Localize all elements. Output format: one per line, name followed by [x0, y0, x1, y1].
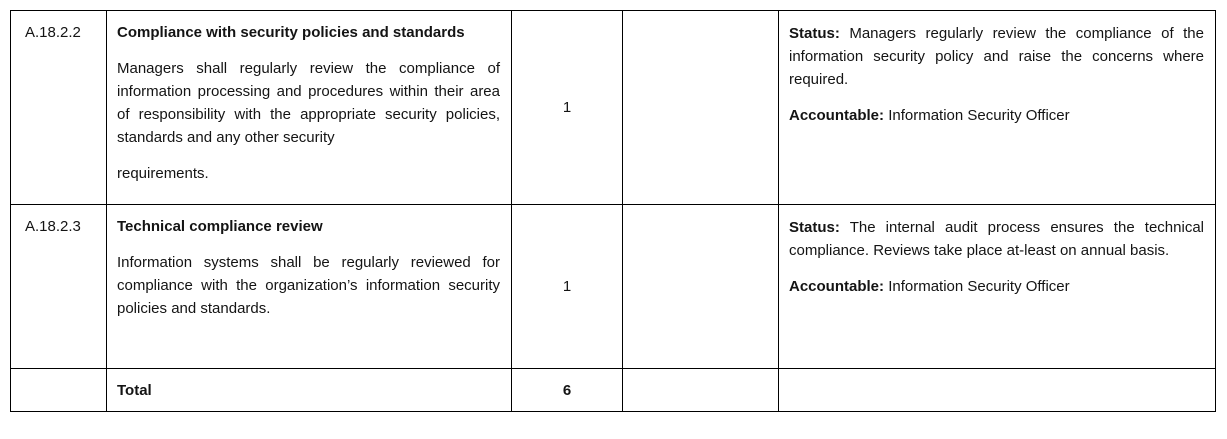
control-count: 1 [562, 99, 572, 116]
control-count-cell [512, 205, 623, 369]
empty-id-cell [11, 369, 107, 412]
control-description-continued: requirements. [117, 165, 209, 182]
accountable-label: Accountable: [789, 107, 885, 124]
status-paragraph [789, 216, 1204, 262]
control-title: Technical compliance review [117, 218, 323, 235]
empty-cell [623, 369, 779, 412]
control-description-cell [107, 205, 512, 369]
empty-cell [623, 11, 779, 205]
total-count-cell [512, 369, 623, 412]
accountable-paragraph [789, 104, 1204, 127]
control-title: Compliance with security policies and standards [117, 24, 465, 41]
control-status-cell [779, 11, 1216, 205]
empty-cell [779, 369, 1216, 412]
table-row-a1822 [11, 11, 1216, 205]
accountable-label: Accountable: [789, 278, 885, 295]
control-id: A.18.2.3 [25, 218, 81, 235]
total-label-cell [107, 369, 512, 412]
status-label: Status: [789, 25, 840, 42]
table-row-a1823 [11, 205, 1216, 369]
accountable-text: Information Security Officer [888, 278, 1070, 295]
control-status-cell [779, 205, 1216, 369]
status-text: Managers regularly review the compliance of the information security policy and raise the concerns where required. [789, 25, 1204, 88]
status-text: The internal audit process ensures the technical compliance. Reviews take place at-least on annual basis. [789, 219, 1204, 259]
status-label: Status: [789, 219, 840, 236]
control-id-cell [11, 205, 107, 369]
control-description-cell [107, 11, 512, 205]
status-paragraph [789, 22, 1204, 91]
control-id-cell [11, 11, 107, 205]
empty-cell [623, 205, 779, 369]
control-id: A.18.2.2 [25, 24, 81, 41]
accountable-text: Information Security Officer [888, 107, 1070, 124]
total-count: 6 [562, 381, 572, 399]
control-description: Managers shall regularly review the compliance of information processing and procedures within their area of responsibility with the appropriate security policies, standards and any other security [117, 60, 500, 146]
compliance-controls-table [10, 10, 1216, 412]
table-row-total [11, 369, 1216, 412]
total-label: Total [117, 381, 152, 399]
control-count-cell [512, 11, 623, 205]
control-count: 1 [562, 278, 572, 295]
accountable-paragraph [789, 275, 1204, 298]
control-description: Information systems shall be regularly reviewed for compliance with the organization’s information security policies and standards. [117, 254, 500, 317]
